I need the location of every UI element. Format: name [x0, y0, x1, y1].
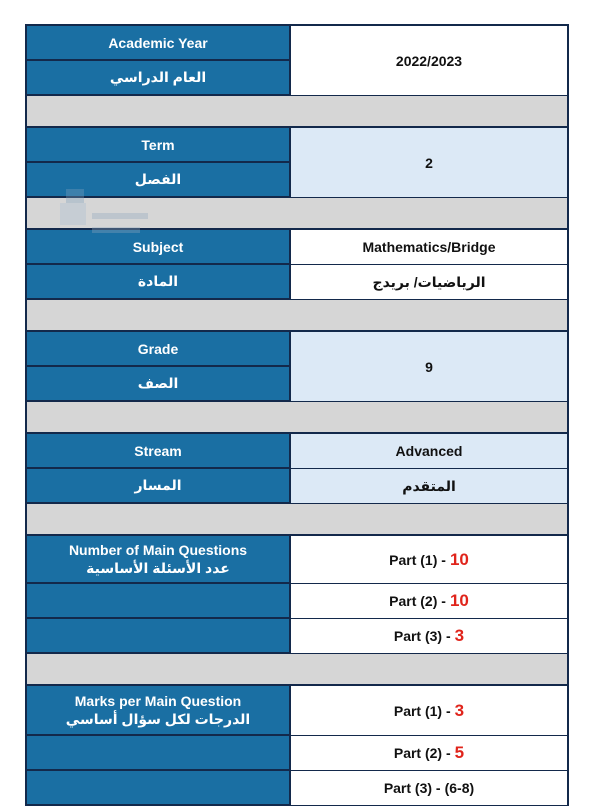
marks-label-en: Marks per Main Question — [74, 693, 242, 709]
separator-row — [27, 300, 567, 332]
grade-value-cell — [291, 332, 567, 402]
subject-value-cell — [291, 230, 567, 300]
part-value: 10 — [449, 549, 469, 569]
academic-year-label-ar: العام الدراسي — [27, 61, 289, 96]
grade-row — [27, 332, 567, 402]
marks-blank — [27, 736, 289, 771]
academic-year-label — [27, 26, 291, 96]
marks-part-1 — [291, 686, 567, 736]
grade-label-en: Grade — [27, 332, 289, 367]
main-questions-label-ar: عدد الأسئلة الأساسية — [86, 560, 230, 576]
term-value-cell — [291, 128, 567, 198]
main-questions-blank — [27, 619, 289, 654]
main-questions-blank — [27, 584, 289, 619]
marks-blank — [27, 771, 289, 806]
grade-label-ar: الصف — [27, 367, 289, 402]
subject-label-en: Subject — [27, 230, 289, 265]
subject-value-en: Mathematics/Bridge — [291, 230, 567, 265]
marks-values — [291, 686, 567, 806]
part-label: Part (2) - — [389, 593, 446, 609]
part-value: (6-8) — [444, 780, 475, 796]
main-questions-part-2 — [291, 584, 567, 619]
marks-part-3 — [291, 771, 567, 806]
part-label: Part (3) - — [393, 628, 451, 644]
academic-year-value: 2022/2023 — [291, 26, 567, 96]
marks-label — [27, 686, 291, 806]
part-label: Part (1) - — [389, 551, 446, 568]
separator-row — [27, 504, 567, 536]
part-label: Part (3) - — [383, 780, 441, 796]
term-value: 2 — [291, 128, 567, 198]
part-label: Part (2) - — [393, 745, 451, 761]
term-label-en: Term — [27, 128, 289, 163]
main-questions-values — [291, 536, 567, 654]
exam-info-table — [25, 24, 569, 806]
stream-label — [27, 434, 291, 504]
part-label: Part (1) - — [393, 702, 451, 719]
marks-label-ar: الدرجات لكل سؤال أساسي — [65, 711, 251, 727]
main-questions-part-3 — [291, 619, 567, 654]
term-label-ar: الفصل — [27, 163, 289, 198]
stream-value-ar: المتقدم — [291, 469, 567, 504]
main-questions-label — [27, 536, 291, 654]
marks-part-2 — [291, 736, 567, 771]
subject-label-ar: المادة — [27, 265, 289, 300]
part-value: 10 — [449, 591, 469, 610]
academic-year-label-en: Academic Year — [27, 26, 289, 61]
main-questions-part-1 — [291, 536, 567, 584]
part-value: 3 — [454, 626, 465, 645]
grade-label — [27, 332, 291, 402]
site-logo-icon — [52, 183, 152, 251]
stream-value-en: Advanced — [291, 434, 567, 469]
main-questions-title — [27, 536, 289, 584]
separator-row — [27, 96, 567, 128]
grade-value: 9 — [291, 332, 567, 402]
academic-year-value-cell — [291, 26, 567, 96]
stream-label-ar: المسار — [27, 469, 289, 504]
stream-row — [27, 434, 567, 504]
main-questions-row — [27, 536, 567, 654]
subject-value-ar: الرياضيات/ بريدج — [291, 265, 567, 300]
academic-year-row — [27, 26, 567, 96]
main-questions-label-en: Number of Main Questions — [68, 542, 248, 558]
part-value: 5 — [454, 743, 465, 762]
separator-row — [27, 402, 567, 434]
part-value: 3 — [454, 700, 465, 720]
marks-title — [27, 686, 289, 736]
stream-value-cell — [291, 434, 567, 504]
marks-row — [27, 686, 567, 806]
stream-label-en: Stream — [27, 434, 289, 469]
separator-row — [27, 654, 567, 686]
